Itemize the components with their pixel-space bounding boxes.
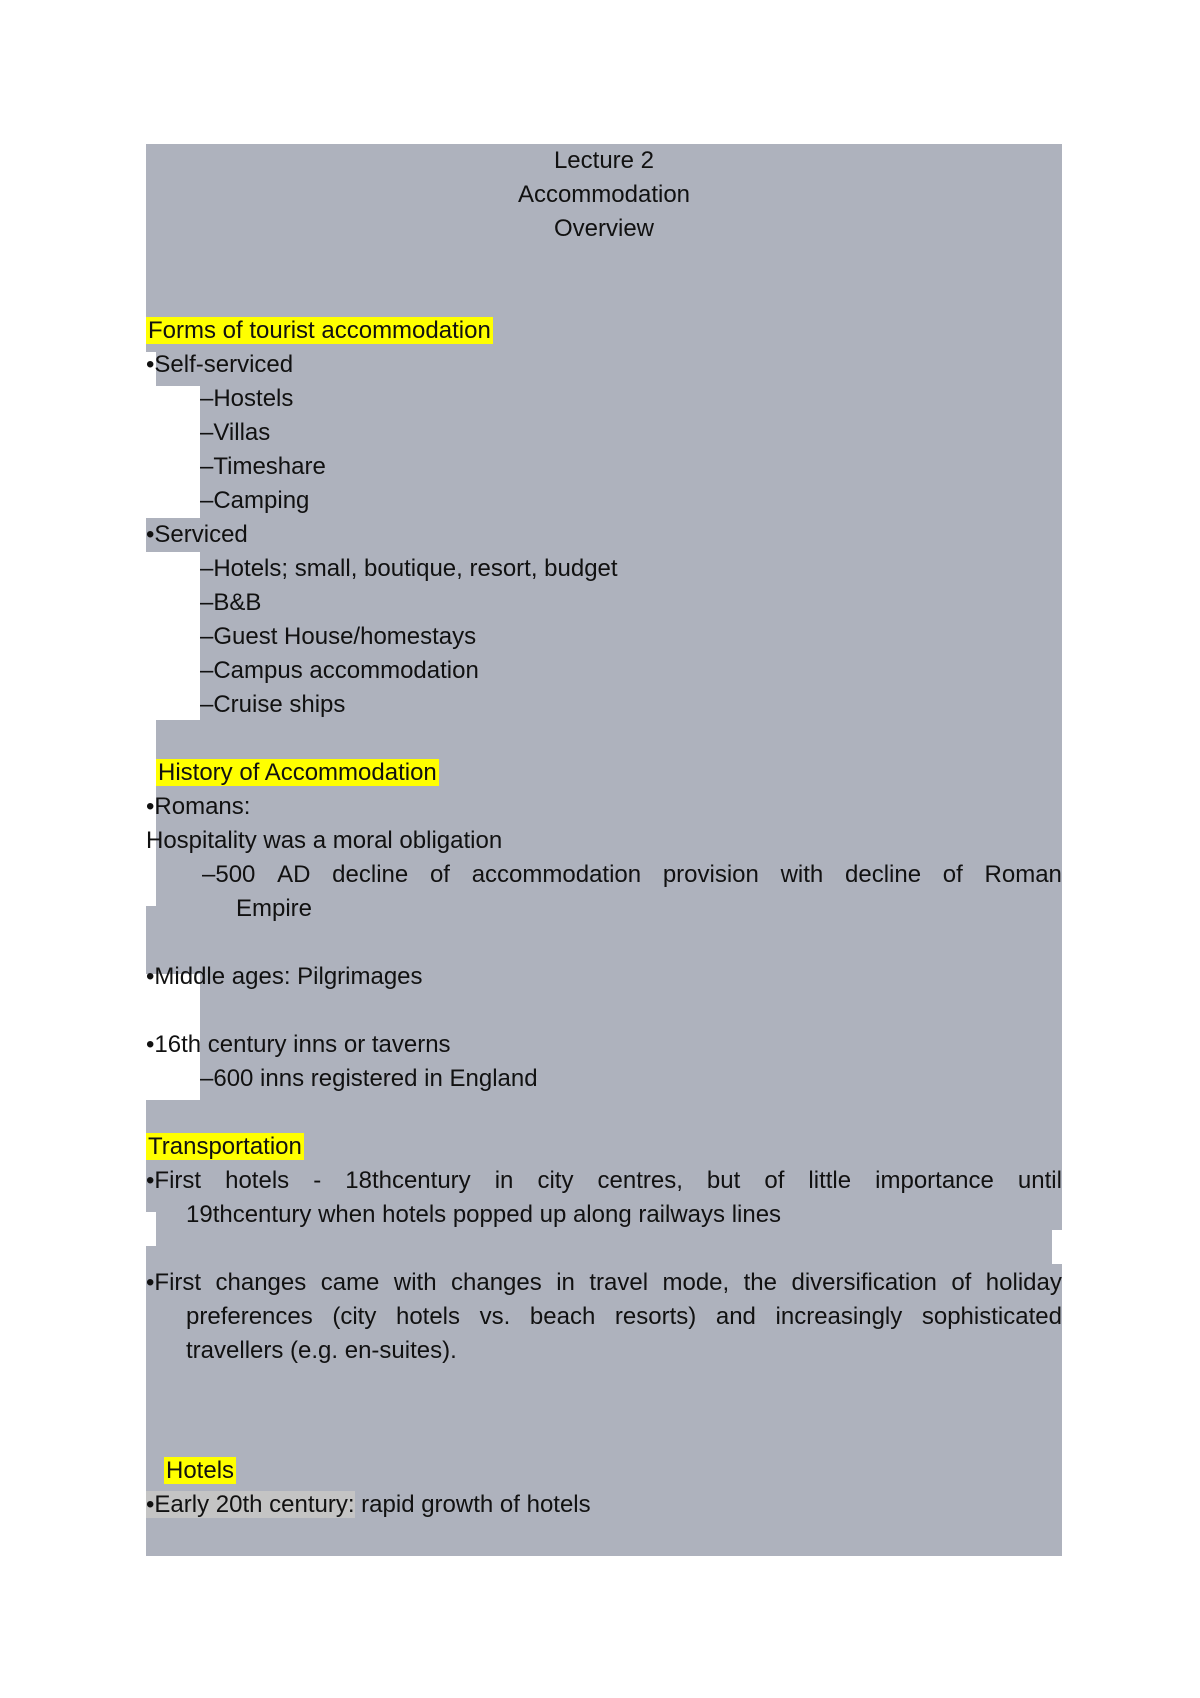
word: sophisticated [921, 1303, 1062, 1330]
bullet-self-serviced: •Self-serviced [146, 351, 294, 378]
word: changes [451, 1269, 542, 1296]
bullet-serviced: •Serviced [146, 521, 248, 548]
bullet-romans: •Romans: [146, 793, 251, 820]
word: of [951, 1269, 972, 1296]
word: (city [332, 1303, 377, 1330]
word: 18thcentury [345, 1167, 471, 1194]
white-notch [146, 720, 156, 770]
document-page [146, 144, 1062, 1556]
white-notch [146, 1212, 156, 1246]
word: diversification [791, 1269, 937, 1296]
list-item: –Cruise ships [200, 691, 346, 718]
early-prefix: •Early 20th century: [146, 1491, 355, 1518]
word: travel [589, 1269, 649, 1296]
word: •First [146, 1269, 202, 1296]
list-item: –600 inns registered in England [200, 1065, 538, 1092]
word: in [556, 1269, 575, 1296]
word: of [429, 861, 450, 888]
word: in [494, 1167, 514, 1194]
word: of [942, 861, 963, 888]
white-notch [146, 386, 200, 518]
word: of [764, 1167, 785, 1194]
word: but [706, 1167, 741, 1194]
word: little [808, 1167, 852, 1194]
list-item: –Guest House/homestays [200, 623, 477, 650]
word: came [320, 1269, 380, 1296]
lecture-title: Accommodation [517, 181, 691, 208]
word: centres, [597, 1167, 683, 1194]
white-notch [146, 552, 200, 720]
changes-line-1 [146, 1266, 1062, 1300]
word: with [780, 861, 824, 888]
word: provision [662, 861, 759, 888]
white-notch [1052, 1230, 1062, 1264]
word: Roman [984, 861, 1062, 888]
romans-note: Hospitality was a moral obligation [146, 827, 503, 854]
word: until [1017, 1167, 1062, 1194]
word: and [715, 1303, 756, 1330]
section-heading-hotels: Hotels [166, 1457, 235, 1484]
first-hotels-continuation: 19thcentury when hotels popped up along railways lines [186, 1201, 782, 1228]
changes-line-2 [186, 1300, 1062, 1334]
word: resorts) [614, 1303, 697, 1330]
word: •First [146, 1167, 202, 1194]
early-suffix: rapid growth of hotels [354, 1491, 591, 1518]
bullet-middle-ages: •Middle ages: Pilgrimages [146, 963, 423, 990]
word: changes [215, 1269, 307, 1296]
word: beach [529, 1303, 596, 1330]
list-item: –Hostels [200, 385, 294, 412]
section-heading-history: History of Accommodation [158, 759, 437, 786]
word: holiday [985, 1269, 1062, 1296]
word: - [313, 1167, 322, 1194]
word: preferences [186, 1303, 313, 1330]
list-item: –Campus accommodation [200, 657, 479, 684]
bullet-early-20th [146, 1488, 591, 1522]
word: the [743, 1269, 778, 1296]
word: decline [845, 861, 922, 888]
word: accommodation [471, 861, 642, 888]
word: decline [332, 861, 409, 888]
word: importance [875, 1167, 994, 1194]
list-item: –Timeshare [200, 453, 326, 480]
word: hotels [225, 1167, 290, 1194]
word: AD [277, 861, 311, 888]
word: increasingly [775, 1303, 903, 1330]
lecture-subtitle: Overview [553, 215, 655, 242]
decline-line [202, 858, 1062, 892]
decline-continuation: Empire [236, 895, 313, 922]
bullet-inns: •16th century inns or taverns [146, 1031, 451, 1058]
lecture-number: Lecture 2 [553, 147, 655, 174]
word: city [537, 1167, 574, 1194]
list-item: –Hotels; small, boutique, resort, budget [200, 555, 618, 582]
word: with [393, 1269, 437, 1296]
list-item: –B&B [200, 589, 262, 616]
first-hotels-line [146, 1164, 1062, 1198]
section-heading-transportation: Transportation [148, 1133, 302, 1160]
list-item: –Camping [200, 487, 310, 514]
list-item: –Villas [200, 419, 271, 446]
word: vs. [479, 1303, 511, 1330]
changes-continuation: travellers (e.g. en-suites). [186, 1337, 457, 1364]
word: –500 [202, 861, 256, 888]
section-heading-forms: Forms of tourist accommodation [148, 317, 491, 344]
word: hotels [395, 1303, 461, 1330]
word: mode, [662, 1269, 730, 1296]
